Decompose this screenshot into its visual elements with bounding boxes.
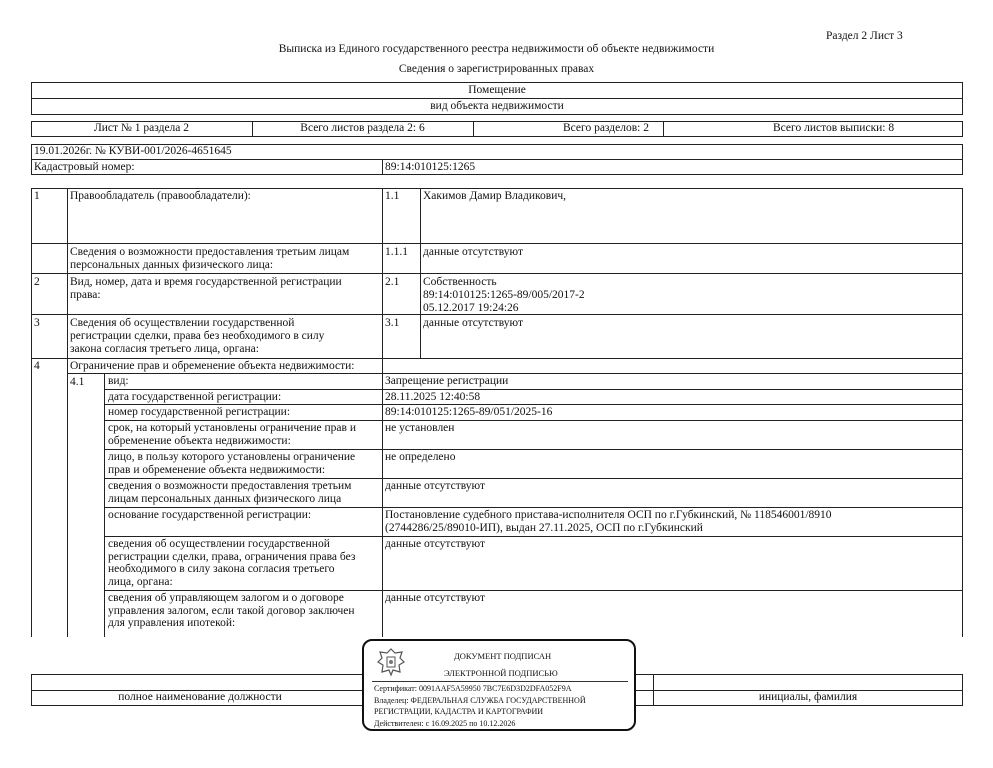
cadastral-label: Кадастровый номер: [34,161,135,173]
stamp-line-1: ДОКУМЕНТ ПОДПИСАН [454,651,552,661]
electronic-signature-stamp [362,639,636,731]
stamp-line-2: ЭЛЕКТРОННОЙ ПОДПИСЬЮ [444,668,558,678]
personal-data-label-1: Сведения о возможности предоставления третьим лицам [70,246,350,258]
ownership-type: Собственность [423,276,497,288]
encumbrance-8-label-0: сведения об управляющем залогом и о договоре [108,592,344,604]
row-4-1-number: 4.1 [70,376,85,388]
encumbrance-6-value-0: Постановление судебного пристава-исполнителя ОСП по г.Губкинский, № 118546001/8910 [385,509,832,521]
consent-label-1: Сведения об осуществлении государственной [70,317,295,329]
encumbrance-7-label-1: регистрации сделки, права, ограничения права без [108,550,356,563]
consent-label-3: закона согласия третьего лица, органа: [70,343,259,355]
row-2-number: 2 [34,276,40,288]
encumbrance-1-label-0: дата государственной регистрации: [108,391,282,403]
encumbrance-7-label-0: сведения об осуществлении государственной [108,538,330,550]
registration-label-1: Вид, номер, дата и время государственной регистрации [70,276,342,288]
encumbrance-0-value-0: Запрещение регистрации [385,375,509,387]
encumbrance-3-label-1: обременение объекта недвижимости: [108,434,291,447]
object-type-caption: вид объекта недвижимости [430,100,564,112]
initials-caption: инициалы, фамилия [758,691,858,703]
row-3-1-number: 3.1 [385,317,400,329]
total-sections: Всего разделов: 2 [563,122,649,134]
ownership-date: 05.12.2017 19:24:26 [423,302,519,314]
object-type: Помещение [468,84,526,96]
row-1-number: 1 [34,190,40,202]
cadastral-number: 89:14:010125:1265 [385,161,476,173]
right-holder-label: Правообладатель (правообладатели): [70,190,251,202]
document-subtitle: Сведения о зарегистрированных правах [398,63,595,75]
registration-label-2: права: [70,289,101,301]
encumbrance-5-value-0: данные отсутствуют [385,480,485,492]
row-2-1-number: 2.1 [385,276,400,288]
stamp-certificate: Сертификат: 0091AAF5A59950 7BC7E6D3D2DFA052F9A [374,684,572,693]
stamp-owner-2: РЕГИСТРАЦИИ, КАДАСТРА И КАРТОГРАФИИ [374,707,544,716]
section-sheet-label: Раздел 2 Лист 3 [826,30,903,42]
consent-value: данные отсутствуют [423,317,523,329]
position-caption: полное наименование должности [118,691,282,703]
personal-data-label-2: персональных данных физического лица: [70,259,274,271]
encumbrance-8-label-1: управления залогом, если такой договор заключен [108,604,355,617]
encumbrance-2-label-0: номер государственной регистрации: [108,406,291,418]
personal-data-value: данные отсутствуют [423,246,523,258]
encumbrance-1-value-0: 28.11.2025 12:40:58 [385,391,481,403]
row-3-number: 3 [34,317,40,329]
row-1-1-number: 1.1 [385,190,400,202]
row-1-1-1-number: 1.1.1 [385,246,408,258]
encumbrance-0-label-0: вид: [108,375,129,387]
encumbrance-4-value-0: не определено [385,451,456,463]
encumbrance-6-label-0: основание государственной регистрации: [108,509,312,521]
encumbrance-5-label-1: лицам персональных данных физического лица [108,492,342,505]
right-holder-value: Хакимов Дамир Владикович, [423,190,567,202]
emblem-icon [376,646,406,678]
encumbrance-7-label-2: необходимого в силу закона согласия третьего [108,563,335,575]
encumbrance-3-value-0: не установлен [385,422,455,434]
row-4-number: 4 [34,360,40,372]
encumbrance-5-label-0: сведения о возможности предоставления третьим [108,480,352,492]
encumbrance-4-label-1: прав и обременение объекта недвижимости: [108,463,326,476]
encumbrance-4-label-0: лицо, в пользу которого установлены ограничение [108,451,356,463]
encumbrance-8-label-2: для управления ипотекой: [108,617,236,629]
ownership-number: 89:14:010125:1265-89/005/2017-2 [423,289,585,301]
document-title: Выписка из Единого государственного реестра недвижимости об объекте недвижимости [278,43,715,55]
consent-label-2: регистрации сделки, права без необходимого в силу [70,330,325,342]
total-section-sheets: Всего листов раздела 2: 6 [300,122,425,134]
stamp-owner-1: Владелец: ФЕДЕРАЛЬНАЯ СЛУЖБА ГОСУДАРСТВЕННОЙ [374,696,586,705]
encumbrance-7-value-0: данные отсутствуют [385,538,485,550]
total-extract-sheets: Всего листов выписки: 8 [773,122,895,134]
encumbrance-6-value-1: (2744286/25/89010-ИП), выдан 27.11.2025, ОСП по г.Губкинский [385,521,703,534]
encumbrance-2-value-0: 89:14:010125:1265-89/051/2025-16 [385,406,553,418]
encumbrance-8-value-0: данные отсутствуют [385,592,485,604]
date-number: 19.01.2026г. № КУВИ-001/2026-4651645 [34,145,232,157]
encumbrance-7-label-3: лица, органа: [108,575,173,588]
encumbrance-3-label-0: срок, на который установлены ограничение прав и [108,422,356,434]
encumbrance-label: Ограничение прав и обременение объекта недвижимости: [70,360,355,372]
sheet-number: Лист № 1 раздела 2 [93,122,190,134]
stamp-valid: Действителен: с 16.09.2025 по 10.12.2026 [374,719,516,728]
